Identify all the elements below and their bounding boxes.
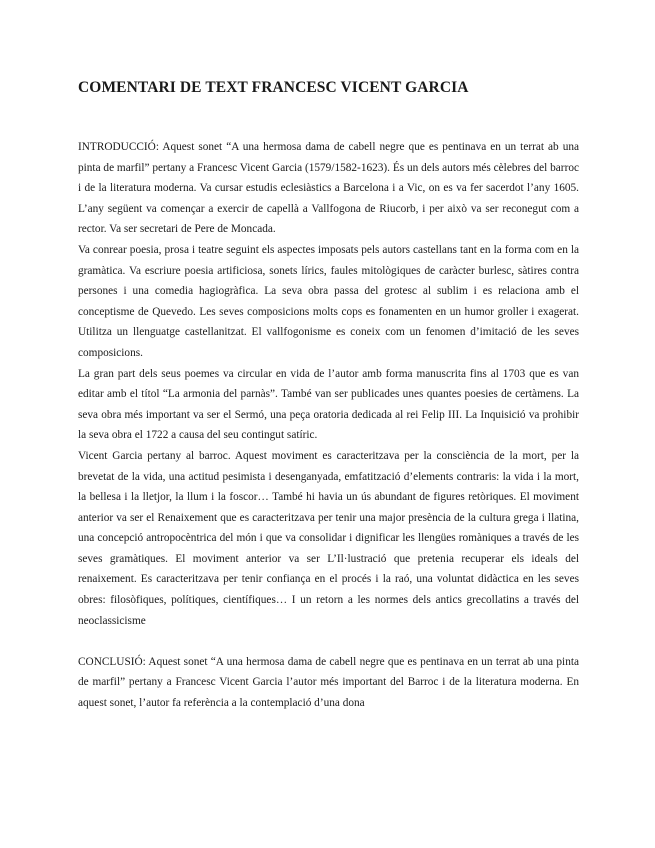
paragraph-spacer <box>78 631 579 652</box>
body-paragraph-baroque: Vicent Garcia pertany al barroc. Aquest moviment es caracteritzava per la consciència de la mort, per la brevetat de la vida, una actitud pesimista i desenganyada, emfatització d’elements contraris: la vida i la mort, la bellesa i la lletjor, la llum i la foscor… També hi havia un ús abundant de figures retòriques. El moviment anterior va ser el Renaixement que es caracteritzava per tenir una major presència de la cultura grega i llatina, una concepció antropocèntrica del món i que va consolidar i dignificar les llengües romàniques a través de les seves gramàtiques. El moviment anterior va ser L’Il·lustració que pretenia recuperar els ideals del renaixement. Es caracteritzava per tenir confiança en el procés i la raó, una voluntat didàctica en les seves obres: filosòfiques, polítiques, científiques… I un retorn a les normes dels antics grecollatins a través del neoclassicisme <box>78 449 579 627</box>
document-body <box>78 137 579 714</box>
body-paragraph-publication: La gran part dels seus poemes va circular en vida de l’autor amb forma manuscrita fins al 1703 que es van editar amb el títol “La armonia del parnàs”. També van ser publicades unes quantes poesies de certàmens. La seva obra més important va ser el Sermó, una peça oratoria dedicada al rei Felip III. La Inquisició va prohibir la seva obra el 1722 a causa del seu contingut satíric. <box>78 367 579 442</box>
introduction-paragraph: INTRODUCCIÓ: Aquest sonet “A una hermosa dama de cabell negre que es pentinava en un terrat ab una pinta de marfil” pertany a Francesc Vicent Garcia (1579/1582-1623). És un dels autors més cèlebres del barroc i de la literatura moderna. Va cursar estudis eclesiàstics a Barcelona i a Vic, on es va fer sacerdot l’any 1605. L’any següent va començar a exercir de capellà a Vallfogona de Riucorb, i per això va ser reconegut com a rector. Va ser secretari de Pere de Moncada. <box>78 141 579 236</box>
document-title: COMENTARI DE TEXT FRANCESC VICENT GARCIA <box>78 79 469 96</box>
conclusion-paragraph: CONCLUSIÓ: Aquest sonet “A una hermosa dama de cabell negre que es pentinava en un terrat ab una pinta de marfil” pertany a Francesc Vicent Garcia l’autor més important del Barroc i de la literatura moderna. En aquest sonet, l’autor fa referència a la contemplació d’una dona <box>78 655 579 710</box>
body-paragraph-works: Va conrear poesia, prosa i teatre seguint els aspectes imposats pels autors castellans tant en la forma com en la gramàtica. Va escriure poesia artificiosa, sonets lírics, faules mitològiques de caràcter burlesc, sàtires contra persones i una comedia hagiogràfica. La seva obra passa del grotesc al sublim i es relaciona amb el conceptisme de Quevedo. Les seves composicions molts cops es fonamenten en un humor groller i exagerat. Utilitza un llenguatge castellanitzat. El vallfogonisme es coneix com un fenomen d’imitació de les seves composicions. <box>78 243 579 359</box>
